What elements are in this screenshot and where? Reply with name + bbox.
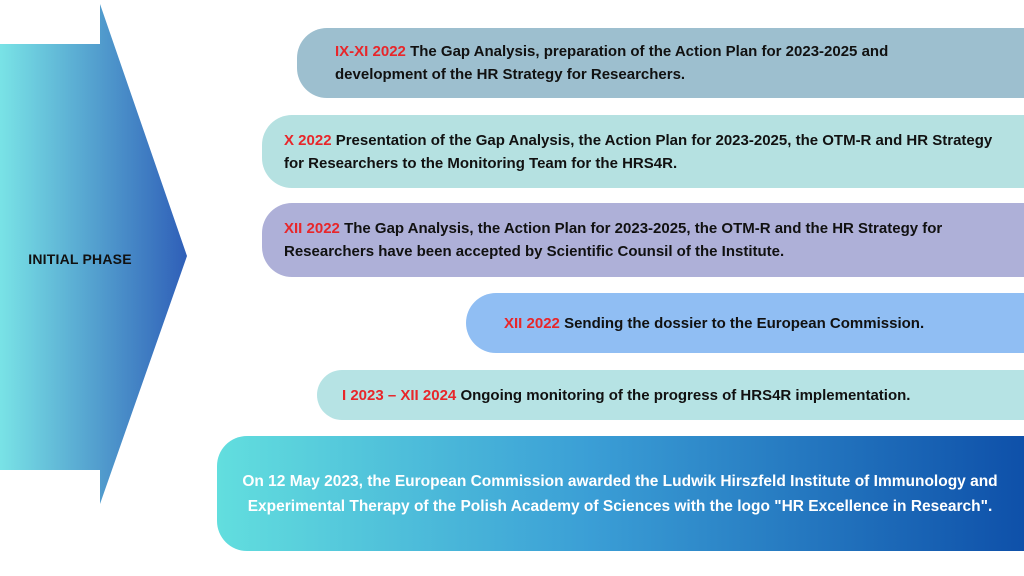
- step-text: Sending the dossier to the European Commission.: [564, 314, 925, 332]
- timeline-step-4: [466, 293, 1024, 353]
- timeline-step-5: [317, 370, 1024, 420]
- step-date: I 2023 – XII 2024: [342, 386, 457, 404]
- step-text: Ongoing monitoring of the progress of HRS4R implementation.: [460, 386, 911, 404]
- step-date: IX-XI 2022: [335, 43, 406, 60]
- step-text: Presentation of the Gap Analysis, the Action Plan for 2023-2025, the OTM-R and HR Strategy for Researchers to the Monitoring Team for the HRS4R.: [284, 131, 993, 172]
- step-text: The Gap Analysis, preparation of the Action Plan for 2023-2025 and development of the HR Strategy for Researchers.: [335, 43, 889, 83]
- phase-label: INITIAL PHASE: [28, 251, 132, 267]
- award-text: On 12 May 2023, the European Commission awarded the Ludwik Hirszfeld Institute of Immunology and Experimental Therapy of the Polish Academy of Sciences with the logo "HR Excellence in Research".: [242, 472, 998, 515]
- step-date: X 2022: [284, 131, 332, 149]
- timeline-step-3: [262, 203, 1024, 277]
- arrow-shape: [0, 0, 190, 576]
- step-date: XII 2022: [504, 314, 560, 332]
- award-banner: [217, 436, 1024, 551]
- phase-arrow: [0, 0, 190, 576]
- step-date: XII 2022: [284, 220, 340, 237]
- timeline-step-2: [262, 115, 1024, 188]
- timeline-step-1: [297, 28, 1024, 98]
- step-text: The Gap Analysis, the Action Plan for 2023-2025, the OTM-R and the HR Strategy for Researchers have been accepted by Scientific Counsil of the Institute.: [284, 220, 943, 260]
